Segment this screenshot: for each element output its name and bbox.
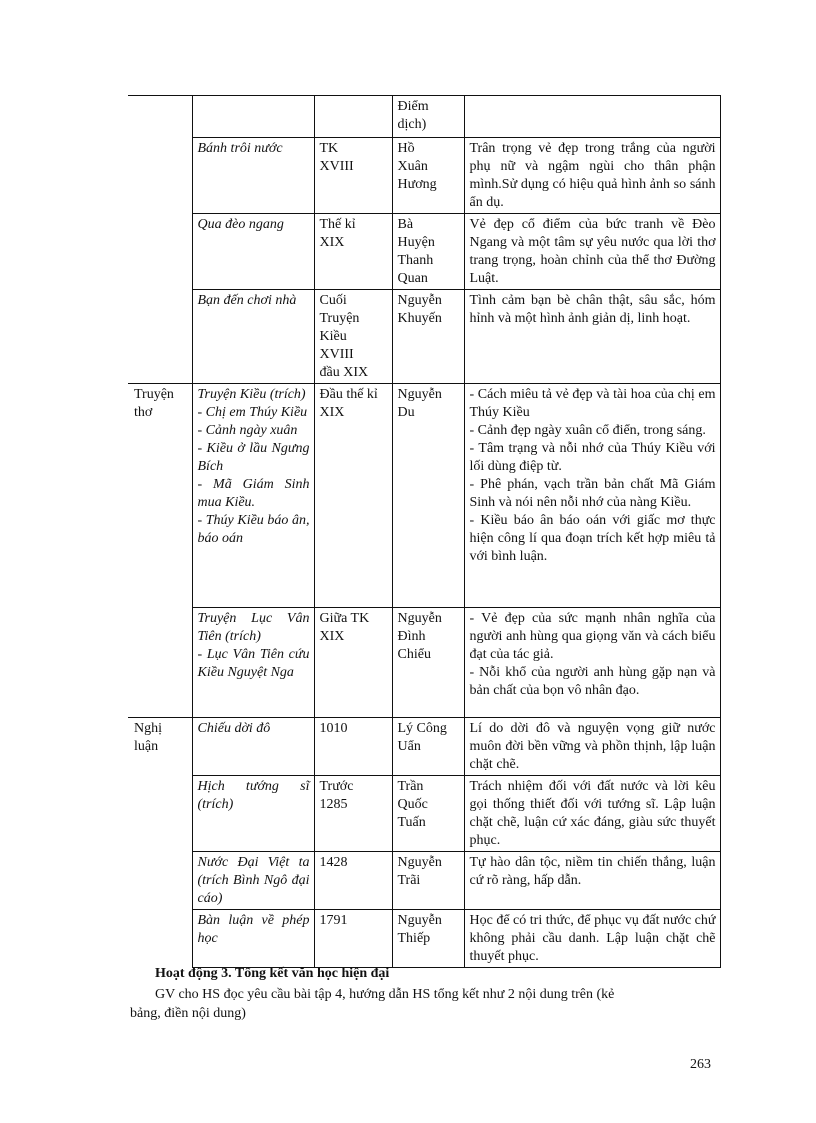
content-line: Học để có tri thức, để phục vụ đất nước chứ không phải cầu danh. Lập luận chặt chẽ thuyết phục.: [469, 913, 716, 964]
work-cell: [192, 214, 314, 290]
content-line: Lí do dời đô và nguyện vọng giữ nước muôn đời bền vững và phồn thịnh, lập luận chặt chẽ.: [469, 721, 716, 772]
work-line: - Mã Giám Sinh mua Kiều.: [197, 477, 310, 510]
work-line: Qua đèo ngang: [197, 217, 284, 232]
author-line: Lý Công: [397, 721, 447, 736]
author-line: Nguyễn: [397, 611, 442, 626]
author-cell: [392, 776, 464, 852]
work-line: Nước Đại Việt ta (trích Bình Ngô đại cáo): [197, 855, 310, 906]
content-line: - Cách miêu tả vẻ đẹp và tài hoa của chị em Thúy Kiều: [469, 387, 716, 420]
content-line: - Cảnh đẹp ngày xuân cổ điển, trong sáng.: [469, 423, 706, 438]
genre-cell: [128, 852, 192, 910]
author-cell: [392, 718, 464, 776]
work-line: Hịch tướng sĩ (trích): [197, 779, 310, 812]
content-line: - Vẻ đẹp của sức mạnh nhân nghĩa của người anh hùng qua giọng văn và cách biểu đạt của tác giả.: [469, 611, 716, 662]
author-line: Trần: [397, 779, 424, 794]
paragraph-line-1: GV cho HS đọc yêu cầu bài tập 4, hướng dẫn HS tổng kết như 2 nội dung trên (kẻ: [155, 987, 615, 1002]
work-line: - Lục Vân Tiên cứu Kiều Nguyệt Nga: [197, 647, 310, 680]
time-line: XIX: [319, 235, 345, 250]
table-row: [128, 852, 720, 910]
table-row: [128, 96, 720, 138]
work-cell: [192, 852, 314, 910]
genre-cell: [128, 290, 192, 384]
table-row: [128, 214, 720, 290]
author-line: Thanh: [397, 253, 434, 268]
time-line: XVIII: [319, 347, 354, 362]
content-cell: [464, 384, 720, 608]
work-cell: [192, 718, 314, 776]
table-row: [128, 910, 720, 968]
time-line: đầu XIX: [319, 365, 369, 380]
author-line: Hương: [397, 177, 437, 192]
author-line: Bà: [397, 217, 414, 232]
work-line: Truyện Lục Vân Tiên (trích): [197, 611, 310, 644]
time-line: Trước: [319, 779, 354, 794]
time-cell: [314, 138, 392, 214]
author-cell: [392, 852, 464, 910]
author-cell: [392, 608, 464, 718]
author-line: Huyện: [397, 235, 435, 250]
author-line: Khuyến: [397, 311, 442, 326]
genre-label: Nghị luận: [134, 721, 162, 754]
content-line: Tình cảm bạn bè chân thật, sâu sắc, hóm hỉnh và một hình ảnh giản dị, linh hoạt.: [469, 293, 716, 326]
time-line: Thế kỉ: [319, 217, 356, 232]
author-line: Điểm: [397, 99, 429, 114]
author-line: Chiểu: [397, 647, 431, 662]
section-heading: Hoạt động 3. Tổng kết văn học hiện đại: [155, 966, 390, 981]
time-line: Giữa TK: [319, 611, 370, 626]
genre-cell: [128, 910, 192, 968]
time-line: 1428: [319, 855, 348, 870]
work-line: - Chị em Thúy Kiều: [197, 405, 308, 420]
work-cell: [192, 138, 314, 214]
genre-cell: [128, 384, 192, 608]
time-cell: [314, 290, 392, 384]
section-paragraph: [130, 985, 721, 1023]
content-cell: [464, 852, 720, 910]
time-line: 1285: [319, 797, 348, 812]
content-cell: [464, 910, 720, 968]
time-line: Truyện: [319, 311, 360, 326]
work-line: Truyện Kiều (trích): [197, 387, 306, 402]
content-cell: [464, 608, 720, 718]
paragraph-line-2: bảng, điền nội dung): [130, 1006, 246, 1021]
time-cell: [314, 776, 392, 852]
time-line: Đầu thế kỉ XIX: [319, 387, 378, 420]
work-line: - Kiều ở lầu Ngưng Bích: [197, 441, 310, 474]
work-line: Bàn luận về phép học: [197, 913, 310, 946]
page-number: 263: [690, 1057, 711, 1072]
content-cell: [464, 718, 720, 776]
time-cell: [314, 384, 392, 608]
genre-cell: [128, 608, 192, 718]
genre-label: Truyện thơ: [134, 387, 174, 420]
work-cell: [192, 96, 314, 138]
time-line: Cuối: [319, 293, 347, 308]
time-cell: [314, 96, 392, 138]
time-line: 1791: [319, 913, 348, 928]
genre-cell: [128, 776, 192, 852]
work-line: Chiếu dời đô: [197, 721, 271, 736]
author-cell: [392, 290, 464, 384]
author-cell: [392, 910, 464, 968]
work-line: - Thúy Kiều báo ân, báo oán: [197, 513, 310, 546]
content-line: - Kiều báo ân báo oán với giấc mơ thực hiện công lí qua đoạn trích kết hợp miêu tả với bình luận.: [469, 513, 716, 564]
table-body: [128, 96, 720, 968]
author-line: dịch): [397, 117, 427, 132]
content-line: Trách nhiệm đối với đất nước và lời kêu gọi thống thiết đối với tướng sĩ. Lập luận chặt chẽ, luận cứ xác đáng, giàu sức thuyết phục.: [469, 779, 716, 848]
author-line: Thiếp: [397, 931, 431, 946]
content-line: - Phê phán, vạch trần bản chất Mã Giám Sinh và nói nên nỗi nhớ của nàng Kiều.: [469, 477, 716, 510]
time-cell: [314, 718, 392, 776]
content-cell: [464, 138, 720, 214]
genre-cell: [128, 718, 192, 776]
genre-cell: [128, 214, 192, 290]
work-cell: [192, 776, 314, 852]
author-line: Nguyễn: [397, 387, 442, 402]
time-cell: [314, 214, 392, 290]
genre-cell: [128, 96, 192, 138]
content-cell: [464, 290, 720, 384]
genre-cell: [128, 138, 192, 214]
content-line: Tự hào dân tộc, niềm tin chiến thắng, luận cứ rõ ràng, hấp dẫn.: [469, 855, 716, 888]
work-cell: [192, 608, 314, 718]
time-line: Kiều: [319, 329, 347, 344]
author-line: Nguyễn: [397, 293, 442, 308]
time-line: 1010: [319, 721, 348, 736]
author-line: Xuân: [397, 159, 428, 174]
content-cell: [464, 96, 720, 138]
table-row: [128, 290, 720, 384]
content-line: Trân trọng vẻ đẹp trong trắng của người phụ nữ và ngậm ngùi cho thân phận mình.Sử dụng có hiệu quả hình ảnh so sánh ẩn dụ.: [469, 141, 716, 210]
author-line: Nguyễn: [397, 855, 442, 870]
table-row: [128, 138, 720, 214]
author-line: Đình: [397, 629, 426, 644]
work-line: - Cảnh ngày xuân: [197, 423, 298, 438]
work-cell: [192, 384, 314, 608]
content-cell: [464, 776, 720, 852]
author-cell: [392, 214, 464, 290]
table-row: [128, 718, 720, 776]
author-line: Trãi: [397, 873, 421, 888]
author-line: Quốc: [397, 797, 428, 812]
time-cell: [314, 852, 392, 910]
work-cell: [192, 290, 314, 384]
author-line: Quan: [397, 271, 428, 286]
time-line: XVIII: [319, 159, 354, 174]
literature-summary-table: [128, 95, 721, 968]
table-row: [128, 608, 720, 718]
content-line: Vẻ đẹp cổ điểm của bức tranh về Đèo Ngang và một tâm sự yêu nước qua lời thơ trang trọng, hoàn chỉnh của thể thơ Đường Luật.: [469, 217, 716, 286]
author-line: Nguyễn: [397, 913, 442, 928]
author-cell: [392, 384, 464, 608]
time-cell: [314, 910, 392, 968]
table-row: [128, 384, 720, 608]
content-cell: [464, 214, 720, 290]
work-line: Bạn đến chơi nhà: [197, 293, 297, 308]
time-cell: [314, 608, 392, 718]
work-line: Bánh trôi nước: [197, 141, 283, 156]
author-line: Uẩn: [397, 739, 421, 754]
author-cell: [392, 96, 464, 138]
author-cell: [392, 138, 464, 214]
content-line: - Tâm trạng và nỗi nhớ của Thúy Kiều với lối dùng điệp từ.: [469, 441, 716, 474]
author-line: Du: [397, 405, 415, 420]
author-line: Tuấn: [397, 815, 426, 830]
work-cell: [192, 910, 314, 968]
table-row: [128, 776, 720, 852]
time-line: XIX: [319, 629, 345, 644]
author-line: Hồ: [397, 141, 415, 156]
content-line: - Nỗi khổ của người anh hùng gặp nạn và bản chất của bọn vô nhân đạo.: [469, 665, 716, 698]
time-line: TK: [319, 141, 339, 156]
